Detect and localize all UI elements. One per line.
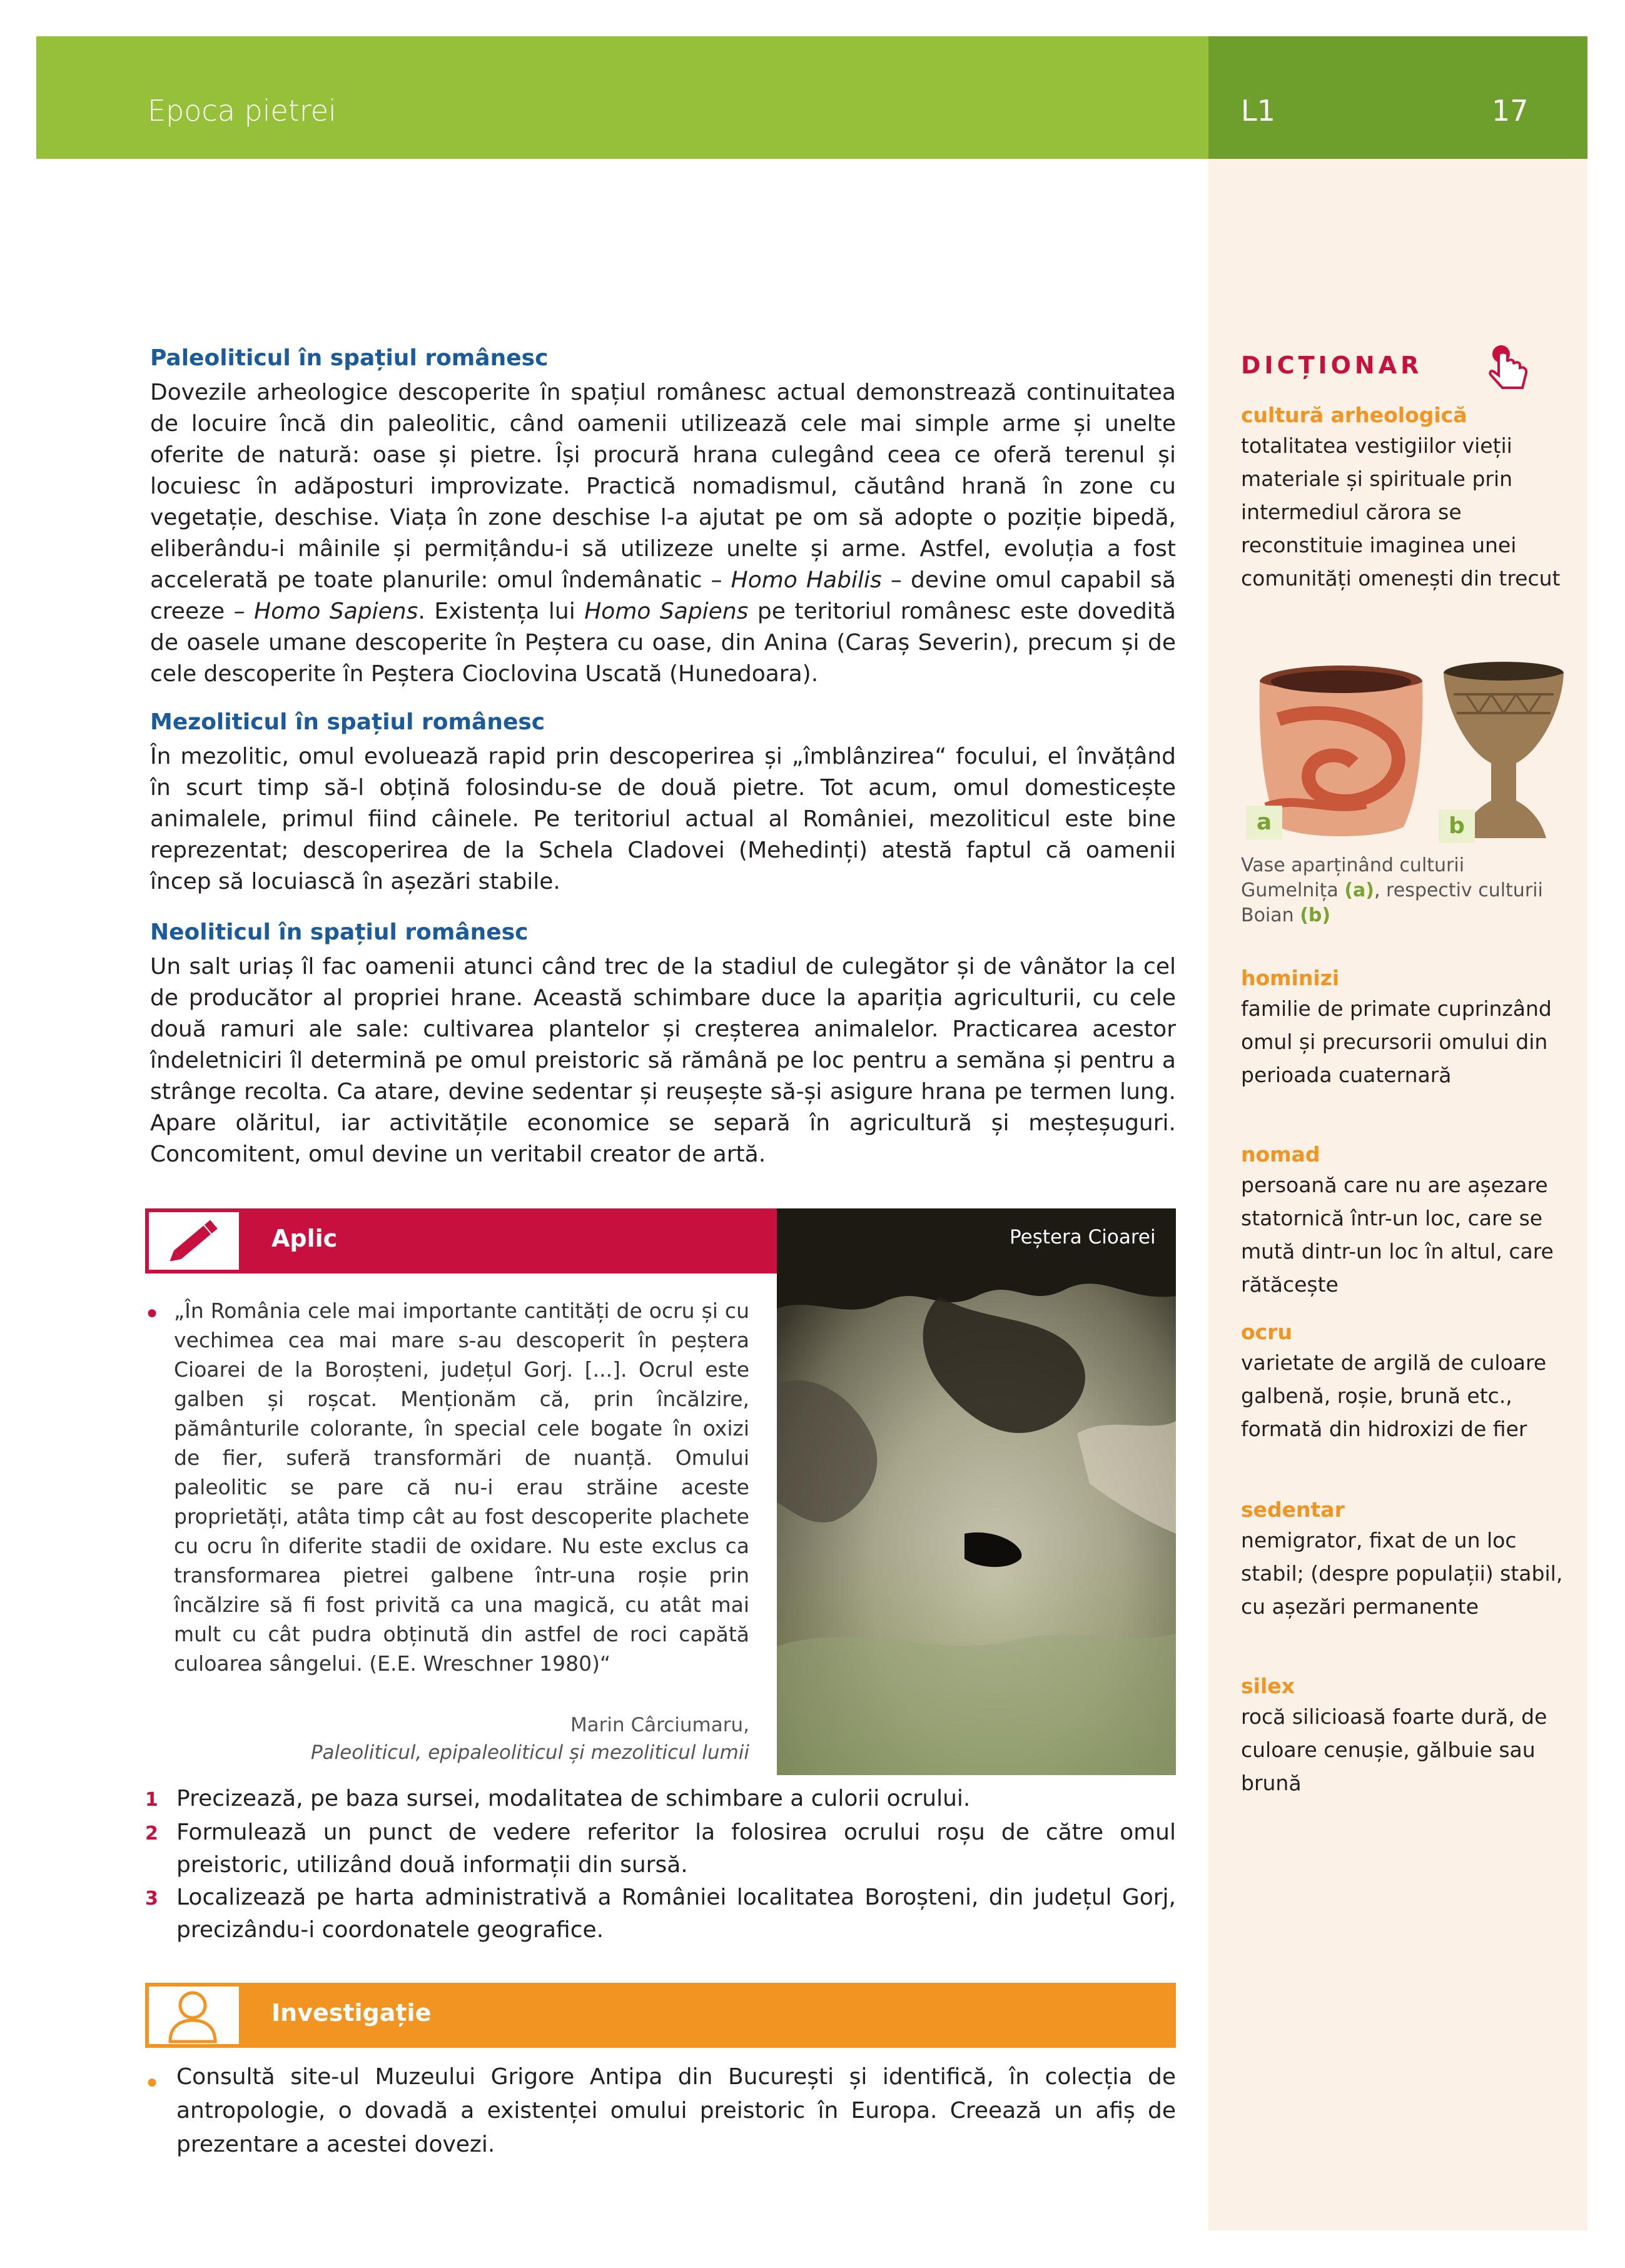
investigatie-text: Consultă site-ul Muzeului Grigore Antipa din București și identifică, în colecția de antropologie, o dovadă a existenței omului preistoric în Europa. Creează un afiș de prezentare a acestei dovezi. (176, 2064, 1176, 2157)
investigatie-icon-box (145, 1983, 239, 2048)
vase-label-a: a (1246, 806, 1282, 839)
vase-caption: Vase aparținând culturii Gumelnița (a), respectiv culturii Boian (b) (1241, 854, 1543, 926)
lesson-label: L1 (1241, 94, 1275, 128)
task-number: 2 (145, 1823, 158, 1845)
dictionary-term: sedentar (1241, 1497, 1345, 1522)
dictionary-definition: familie de primate cuprinzând omul și precursorii omului din perioada cuaternară (1241, 996, 1552, 1087)
dictionary-term: hominizi (1241, 966, 1340, 990)
dictionary-term: nomad (1241, 1142, 1320, 1167)
photo-caption: Peștera Cioarei (1010, 1226, 1156, 1248)
aplic-icon-box (145, 1208, 239, 1273)
aplic-label: Aplic (271, 1225, 338, 1252)
investigatie-label: Investigație (271, 1999, 432, 2027)
vases-photo (1241, 657, 1566, 844)
quote-author: Marin Cârciumaru, (570, 1714, 749, 1736)
vase-label-b: b (1439, 809, 1475, 843)
section-title: Paleoliticul în spațiul românesc (150, 345, 549, 371)
quote-source: Paleoliticul, epipaleoliticul și mezoliticul lumii (310, 1741, 749, 1764)
person-icon (161, 1987, 224, 2047)
section-text: Dovezile arheologice descoperite în spațiul românesc actual demonstrează continuitatea de locuire încă din paleolitic, când oamenii utilizează cele mai simple arme și unelte oferite de natură: oase și pietre. Își procură hrana culegând ceea ce oferă terenul și locuiesc în adăposturi improvizate. Practică nomadismul, căutând hrană în zone cu vegetație, deschise. Viața în zone deschise l-a ajutat pe om să adopte o poziție bipedă, eliberându-i mâinile și permițându-i să utilizeze unelte și arme. Astfel, evoluția a fost accelerată pe toate planurile: omul îndemânatic – Homo Habilis – devine omul capabil să creeze – Homo Sapiens. Existența lui Homo Sapiens pe teritoriul românesc este dovedită de oasele umane descoperite în Peștera cu oase, din Anina (Caraș Severin), precum și de cele descoperite în Peștera Cioclovina Uscată (Hunedoara). (150, 380, 1176, 687)
cave-photo (777, 1208, 1176, 1775)
dictionary-definition: varietate de argilă de culoare galbenă, roșie, brună etc., formată din hidroxizi de fier (1241, 1350, 1547, 1441)
pointing-hand-icon (1487, 343, 1531, 393)
dictionary-term: cultură arheologică (1241, 403, 1467, 427)
dictionary-definition: rocă silicioasă foarte dură, de culoare cenușie, gălbuie sau brună (1241, 1704, 1547, 1795)
task-number: 1 (145, 1789, 158, 1811)
section-text: În mezolitic, omul evoluează rapid prin descoperirea și „îmblânzirea“ focului, el învățând în scurt timp să-l obțină folosindu-se de două pietre. Tot acum, omul domesticește animalele, primul fiind câinele. Pe teritoriul actual al României, mezoliticul este bine reprezentat; descoperirea de la Schela Cladovei (Mehedinți) atestă faptul că oamenii încep să locuiască în așezări stabile. (150, 744, 1176, 894)
section-title: Neoliticul în spațiul românesc (150, 919, 529, 945)
dictionary-definition: totalitatea vestigiilor vieții materiale și spirituale prin intermediul cărora se reconstituie imaginea unei comunități omenești din trecut (1241, 433, 1561, 590)
chapter-title: Epoca pietrei (148, 94, 337, 128)
dictionary-definition: nemigrator, fixat de un loc stabil; (despre populații) stabil, cu așezări permanente (1241, 1528, 1563, 1619)
section-title: Mezoliticul în spațiul românesc (150, 709, 545, 735)
section-paleolitic (150, 345, 1176, 690)
dictionary-term: ocru (1241, 1320, 1293, 1344)
task-number: 3 (145, 1888, 158, 1910)
page-number: 17 (1492, 94, 1529, 128)
section-text: Un salt uriaș îl fac oamenii atunci când trec de la stadiul de culegător și de vânător la cel de producător al propriei hrane. Această schimbare duce la apariția agriculturii, cu cele două ramuri ale sale: cultivarea plantelor și creșterea animalelor. Practicarea acestor îndeletniciri îl determină pe omul preistoric să rămână pe loc pentru a semăna și pentru a strânge recolta. Ca atare, devine sedentar și reușește să-și asigure hrana pe termen lung. Apare olăritul, iar activitățile economice se separă în agricultură și meșteșuguri. Concomitent, omul devine un veritabil creator de artă. (150, 954, 1176, 1167)
dictionary-definition: persoană care nu are așezare statornică într-un loc, care se mută dintr-un loc în altul, care rătăcește (1241, 1173, 1554, 1297)
task-text: Precizează, pe baza sursei, modalitatea de schimbare a culorii ocrului. (176, 1786, 971, 1811)
dictionary-title: DICȚIONAR (1241, 352, 1423, 379)
section-neolitic (150, 919, 1176, 1170)
source-quote: „În România cele mai importante cantități de ocru și cu vechimea cea mai mare s-au descoperit în peștera Cioarei de la Boroșteni, județul Gorj. [...]. Ocrul este galben și roșcat. Menționăm că, prin încălzire, pământurile colorante, în special cele bogate în oxizi de fier, suferă transformări de nuanță. Omului paleolitic se pare că nu-i erau străine aceste proprietăți, atâta timp cât au fost descoperite plachete cu ocru în diferite stadii de oxidare. Nu este exclus ca transformarea pietrei galbene într-una roșie prin încălzire să fi fost privită ca una magică, cu atât mai mult cu cât pudra obținută din astfel de roci capătă culoarea sângelui. (E.E. Wreschner 1980)“ (174, 1299, 749, 1676)
pencil-icon (159, 1213, 228, 1270)
task-text: Formulează un punct de vedere referitor la folosirea ocrului roșu de către omul preistoric, utilizând două informații din sursă. (176, 1820, 1176, 1878)
bullet-icon: ● (146, 2072, 158, 2092)
section-mezolitic (150, 709, 1176, 898)
task-text: Localizează pe harta administrativă a României localitatea Boroșteni, din județul Gorj, precizându-i coordonatele geografice. (176, 1885, 1176, 1943)
dictionary-term: silex (1241, 1674, 1295, 1698)
bullet-icon: ● (146, 1302, 158, 1323)
